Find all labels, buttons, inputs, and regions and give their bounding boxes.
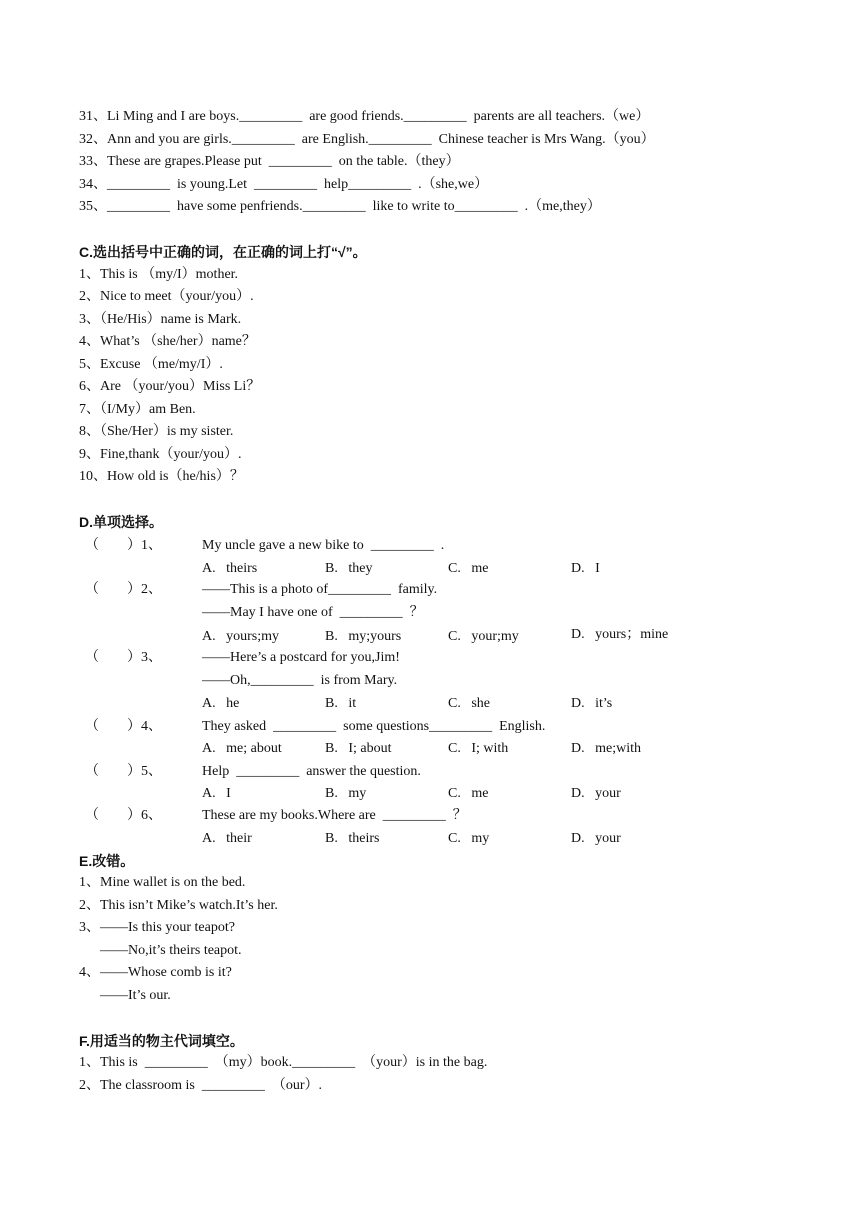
option-b: B. I; about	[325, 741, 392, 756]
option-a: A. I	[202, 786, 231, 801]
question-stem: These are my books.Where are _________ ？	[202, 808, 467, 823]
option-c: C. I; with	[448, 741, 509, 756]
option-c: C. me	[448, 786, 489, 801]
section-d-title: D.单项选择。	[79, 514, 163, 530]
section-e-title: E.改错。	[79, 853, 135, 869]
e-item-4: 4、——Whose comb is it?	[79, 965, 232, 980]
question-stem: Help _________ answer the question.	[202, 764, 421, 779]
option-b: B. it	[325, 696, 357, 711]
option-d: D. me;with	[571, 741, 641, 756]
c-item-1: 1、This is （my/I）mother.	[79, 267, 239, 282]
answer-blank: （ ）1、	[85, 538, 162, 553]
option-c: C. your;my	[448, 629, 519, 644]
e-item-3-reply: ——No,it’s theirs teapot.	[79, 943, 242, 958]
answer-blank: （ ）3、	[85, 650, 162, 665]
option-a: A. theirs	[202, 561, 258, 576]
option-d: D. your	[571, 831, 621, 846]
question-33: 33、These are grapes.Please put _________ on the table.（they）	[79, 154, 460, 169]
option-a: A. their	[202, 831, 252, 846]
question-stem: ——May I have one of _________ ？	[202, 605, 424, 620]
e-item-1: 1、Mine wallet is on the bed.	[79, 875, 246, 890]
option-d: D. it’s	[571, 696, 613, 711]
option-a: A. me; about	[202, 741, 282, 756]
question-34: 34、_________ is young.Let _________ help_________ .（she,we）	[79, 177, 489, 192]
option-c: C. me	[448, 561, 489, 576]
c-item-7: 7、（I/My）am Ben.	[79, 402, 196, 417]
c-item-6: 6、Are （your/you）Miss Li？	[79, 379, 261, 394]
answer-blank: （ ）5、	[85, 764, 162, 779]
e-item-4-reply: ——It’s our.	[79, 988, 171, 1003]
question-stem: ——Here’s a postcard for you,Jim!	[202, 650, 400, 665]
c-item-3: 3、（He/His）name is Mark.	[79, 312, 242, 327]
option-d: D. I	[571, 561, 600, 576]
question-stem: ——This is a photo of_________ family.	[202, 582, 438, 597]
option-d: D. your	[571, 786, 621, 801]
option-c: C. my	[448, 831, 490, 846]
option-b: B. they	[325, 561, 373, 576]
e-item-3: 3、——Is this your teapot?	[79, 920, 235, 935]
question-stem: ——Oh,_________ is from Mary.	[202, 673, 398, 688]
c-item-5: 5、Excuse （me/my/I）.	[79, 357, 223, 372]
c-item-10: 10、How old is（he/his）？	[79, 469, 244, 484]
section-f-title: F.用适当的物主代词填空。	[79, 1033, 244, 1049]
f-item-1: 1、This is _________ （my）book._________ （your）is in the bag.	[79, 1055, 488, 1070]
question-stem: My uncle gave a new bike to _________ .	[202, 538, 445, 553]
question-31: 31、Li Ming and I are boys._________ are good friends._________ parents are all teachers.（we）	[79, 109, 650, 124]
answer-blank: （ ）6、	[85, 808, 162, 823]
c-item-2: 2、Nice to meet（your/you）.	[79, 289, 254, 304]
option-b: B. my;yours	[325, 629, 402, 644]
question-stem: They asked _________ some questions_________ English.	[202, 719, 546, 734]
e-item-2: 2、This isn’t Mike’s watch.It’s her.	[79, 898, 278, 913]
option-a: A. yours;my	[202, 629, 279, 644]
option-b: B. theirs	[325, 831, 380, 846]
question-32: 32、Ann and you are girls._________ are English._________ Chinese teacher is Mrs Wang.（you）	[79, 132, 655, 147]
answer-blank: （ ）2、	[85, 582, 162, 597]
question-35: 35、_________ have some penfriends._________ like to write to_________ .（me,they）	[79, 199, 601, 214]
c-item-9: 9、Fine,thank（your/you）.	[79, 447, 242, 462]
c-item-8: 8、（She/Her）is my sister.	[79, 424, 234, 439]
option-d: D. yours；mine	[571, 627, 669, 642]
f-item-2: 2、The classroom is _________ （our）.	[79, 1078, 323, 1093]
option-b: B. my	[325, 786, 367, 801]
c-item-4: 4、What’s （she/her）name？	[79, 334, 256, 349]
option-c: C. she	[448, 696, 490, 711]
section-c-title: C.选出括号中正确的词，在正确的词上打“√”。	[79, 244, 367, 260]
option-a: A. he	[202, 696, 240, 711]
answer-blank: （ ）4、	[85, 719, 162, 734]
